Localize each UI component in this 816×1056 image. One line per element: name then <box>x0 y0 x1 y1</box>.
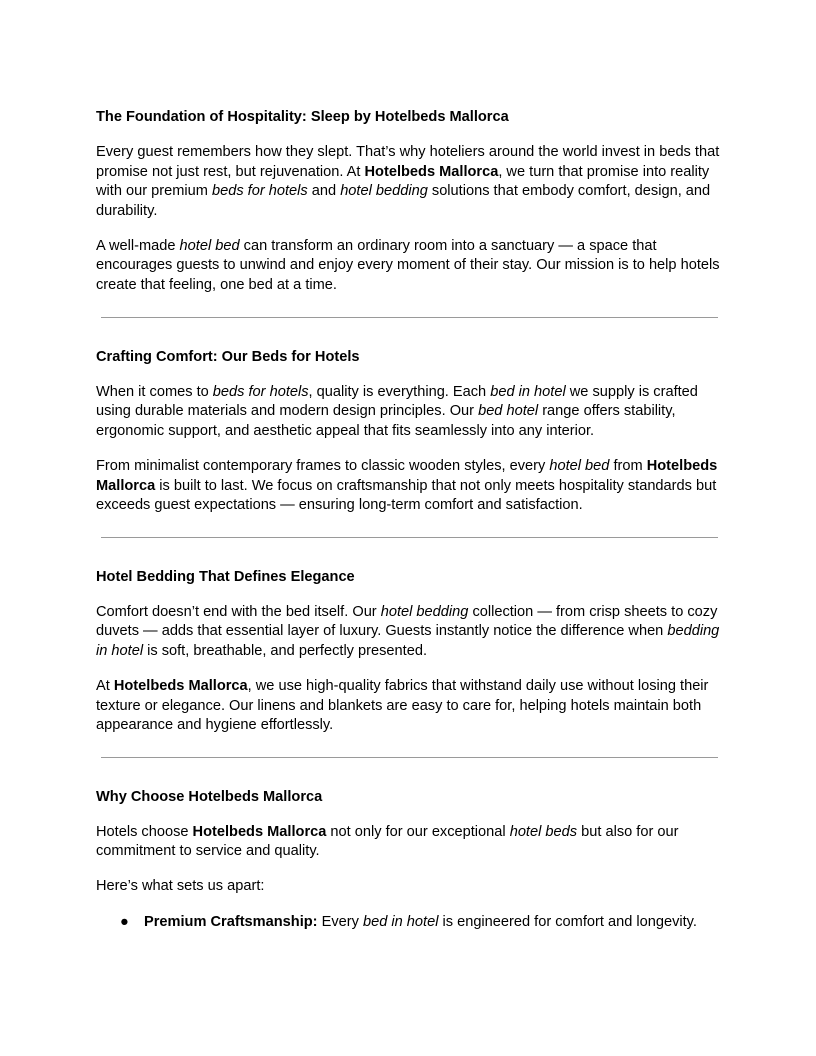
keyword-italic: hotel bed <box>549 457 610 474</box>
horizontal-divider <box>101 317 718 318</box>
list-item-label: Premium Craftsmanship: <box>144 913 318 930</box>
text-run: collection — from crisp sheets to cozy duvets — adds that essential layer of luxury. Guests instantly notice the difference when <box>96 603 718 640</box>
text-run: range offers stability, ergonomic support, and aesthetic appeal that fits seamlessly into any interior. <box>96 403 676 439</box>
keyword-italic: beds for hotels <box>212 383 309 400</box>
bullet-list <box>96 913 720 933</box>
text-run: is engineered for comfort and longevity. <box>438 913 697 930</box>
text-run: is soft, breathable, and perfectly presented. <box>143 642 427 659</box>
brand-name-bold: Hotelbeds Mallorca <box>192 823 327 840</box>
section-foundation <box>96 108 720 296</box>
brand-name-bold: Hotelbeds Mallorca <box>364 163 499 180</box>
keyword-italic: hotel bedding <box>340 183 428 200</box>
brand-name-bold: Hotelbeds Mallorca <box>96 457 718 494</box>
section-heading: Why Choose Hotelbeds Mallorca <box>96 788 323 805</box>
section-heading: Hotel Bedding That Defines Elegance <box>96 568 355 585</box>
keyword-italic: beds for hotels <box>211 183 308 200</box>
text-run: When it comes to <box>96 383 213 400</box>
paragraph <box>96 457 720 516</box>
keyword-italic: bed in hotel <box>362 913 439 930</box>
keyword-italic: hotel bedding <box>380 603 469 620</box>
list-item <box>115 913 720 933</box>
keyword-italic: bed in hotel <box>490 383 566 400</box>
paragraph <box>96 383 720 442</box>
text-run: , quality is everything. Each <box>308 383 491 400</box>
paragraph <box>96 603 720 662</box>
keyword-italic: bedding in hotel <box>96 623 720 659</box>
text-run: Every guest remembers how they slept. That’s why hoteliers around the world invest in beds that promise not just rest, but rejuvenation. At <box>96 144 720 180</box>
text-run: can transform an ordinary room into a sanctuary — a space that encourages guests to unwind and enjoy every moment of their stay. Our mission is to help hotels create that feeling, one bed at a time. <box>96 237 720 294</box>
horizontal-divider <box>101 537 718 538</box>
section-heading: The Foundation of Hospitality: Sleep by Hotelbeds Mallorca <box>96 109 509 125</box>
paragraph <box>96 143 720 221</box>
section-crafting-comfort <box>96 348 720 516</box>
text-run: from <box>609 457 647 474</box>
section-why-choose <box>96 788 720 932</box>
text-run: but also for our commitment to service and quality. <box>96 823 679 860</box>
text-run: A well-made <box>96 237 180 254</box>
paragraph <box>96 237 720 296</box>
keyword-italic: hotel bed <box>179 237 240 254</box>
text-run: At <box>96 678 114 694</box>
text-run: we supply is crafted using durable materials and modern design principles. Our <box>96 383 698 420</box>
text-run: , we use high-quality fabrics that withstand daily use without losing their texture or elegance. Our linens and blankets are easy to care for, helping hotels maintain both appearance and hygiene effortlessly. <box>96 678 709 734</box>
bullet-dot-icon: ● <box>120 913 129 930</box>
text-run: is built to last. We focus on craftsmanship that not only meets hospitality standards but exceeds guest expectations — ensuring long-term comfort and satisfaction. <box>96 477 717 514</box>
text-run: , we turn that promise into reality with our premium <box>96 163 710 200</box>
text-run: not only for our exceptional <box>326 823 510 840</box>
section-hotel-bedding <box>96 568 720 736</box>
text-run: and <box>307 183 341 200</box>
horizontal-divider <box>101 757 718 758</box>
paragraph <box>96 823 720 862</box>
paragraph <box>96 877 720 897</box>
text-run: Comfort doesn’t end with the bed itself. Our <box>96 603 381 620</box>
text-run: Every <box>317 913 363 930</box>
brand-name-bold: Hotelbeds Mallorca <box>113 678 248 694</box>
text-run: solutions that embody comfort, design, and durability. <box>96 183 711 219</box>
text-run: Hotels choose <box>96 823 193 840</box>
text-run: Here’s what sets us apart: <box>96 878 265 895</box>
text-run: From minimalist contemporary frames to classic wooden styles, every <box>96 457 550 474</box>
section-heading: Crafting Comfort: Our Beds for Hotels <box>96 348 360 365</box>
paragraph <box>96 677 720 736</box>
keyword-italic: bed hotel <box>478 403 539 420</box>
keyword-italic: hotel beds <box>509 823 578 840</box>
